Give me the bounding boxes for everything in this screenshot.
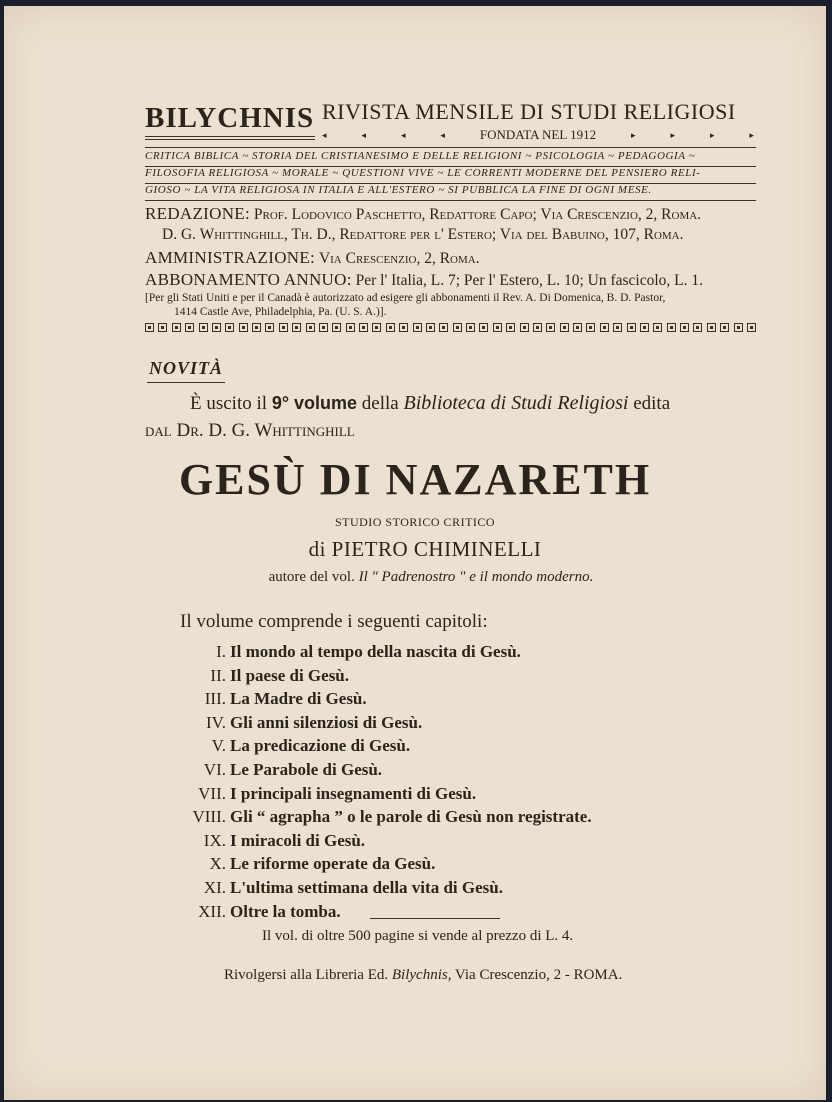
- book-subtitle: STUDIO STORICO CRITICO: [334, 515, 496, 529]
- abbonamento-line: [145, 270, 703, 290]
- redazione-text: Prof. Lodovico Paschetto, Redattore Capo; Via Crescenzio, 2, Roma.: [253, 206, 702, 223]
- chapter-title: Il paese di Gesù.: [230, 665, 350, 685]
- chapter-title: I principali insegnamenti di Gesù.: [230, 783, 477, 803]
- ornament-square: [172, 323, 181, 332]
- announcement-text: È uscito il: [190, 393, 272, 414]
- footer-text: Rivolgersi alla Libreria Ed.: [224, 967, 392, 983]
- ornament-square: [399, 323, 408, 332]
- chapter-number: X.: [209, 854, 226, 874]
- footer-address: Via Crescenzio, 2 - ROMA.: [451, 967, 623, 983]
- amministrazione-text: Via Crescenzio, 2, Roma.: [318, 250, 480, 267]
- arrow-left-icon: ◂: [322, 129, 327, 140]
- chapter-number: IV.: [206, 712, 226, 732]
- chapter-number: III.: [204, 689, 226, 709]
- ornament-square: [747, 323, 756, 332]
- author-note: [20, 569, 832, 586]
- chapter-title: Le Parabole di Gesù.: [230, 760, 383, 779]
- book-title: GESÙ DI NAZARETH: [178, 455, 652, 504]
- ornamental-border: [145, 323, 756, 335]
- abbonamento-text: Per l' Italia, L. 7; Per l' Estero, L. 10; Un fascicolo, L. 1.: [355, 272, 703, 289]
- ornament-square: [720, 323, 729, 332]
- footer-publisher: Bilychnis,: [391, 967, 452, 983]
- chapter-title: Gli anni silenziosi di Gesù.: [230, 712, 423, 732]
- ornament-square: [506, 323, 515, 332]
- abbonamento-note-1: [Per gli Stati Uniti e per il Canadà è autorizzato ad esigere gli abbonamenti il Rev. A. Di Domenica, B. D. Pastor,: [145, 292, 666, 304]
- ornament-square: [693, 323, 702, 332]
- ornament-square: [439, 323, 448, 332]
- chapter-number: II.: [210, 665, 226, 685]
- novita-underline: [147, 382, 225, 383]
- ornament-square: [252, 323, 261, 332]
- ornament-square: [640, 323, 649, 332]
- amministrazione-line: [145, 248, 480, 268]
- ornament-square: [225, 323, 234, 332]
- arrow-left-icon: ◂: [400, 129, 406, 140]
- list-end-rule: [370, 918, 500, 919]
- topics-rule-bottom: [145, 200, 756, 201]
- author-note-text: autore del vol.: [268, 569, 359, 585]
- ornament-square: [158, 323, 167, 332]
- chapter-number: V.: [211, 736, 226, 756]
- chapter-number: I.: [216, 642, 226, 661]
- ornament-square: [292, 323, 301, 332]
- book-author: di PIETRO CHIMINELLI: [308, 537, 542, 561]
- ornament-square: [413, 323, 422, 332]
- ornament-square: [359, 323, 368, 332]
- price-line: Il vol. di oltre 500 pagine si vende al prezzo di L. 4.: [262, 928, 574, 944]
- ornament-square: [185, 323, 194, 332]
- ornament-square: [453, 323, 462, 332]
- ornament-square: [627, 323, 636, 332]
- ornament-square: [319, 323, 328, 332]
- topics-rule-top: [145, 147, 756, 148]
- arrow-right-icon: ▸: [631, 129, 636, 140]
- ornament-square: [680, 323, 689, 332]
- chapter-title: Le riforme operate da Gesù.: [230, 854, 436, 874]
- ornament-square: [466, 323, 475, 332]
- chapter-title: Oltre la tomba.: [230, 901, 341, 921]
- ornament-square: [560, 323, 569, 332]
- chapter-title: La Madre di Gesù.: [230, 689, 367, 709]
- volume-number: 9° volume: [271, 393, 358, 413]
- ornament-square: [613, 323, 622, 332]
- ornament-square: [546, 323, 555, 332]
- topics-line-2: FILOSOFIA RELIGIOSA ~ MORALE ~ QUESTIONI VIVE ~ LE CORRENTI MODERNE DEL PENSIERO RELI-: [145, 167, 701, 179]
- ornament-square: [279, 323, 288, 332]
- arrow-left-icon: ◂: [440, 129, 445, 140]
- ornament-square: [734, 323, 743, 332]
- ornament-square: [533, 323, 542, 332]
- chapter-title: L'ultima settimana della vita di Gesù.: [230, 878, 503, 897]
- arrow-right-icon: ▸: [709, 129, 715, 140]
- page: [4, 6, 826, 1100]
- ornament-square: [332, 323, 341, 332]
- chapter-number: VI.: [203, 760, 226, 779]
- novita-heading: NOVITÀ: [149, 358, 224, 378]
- announcement-text: edita: [628, 393, 671, 414]
- ornament-square: [145, 323, 154, 332]
- ornament-square: [573, 323, 582, 332]
- chapter-number: XI.: [203, 878, 226, 897]
- topics-line-3: GIOSO ~ LA VITA RELIGIOSA IN ITALIA E ALL'ESTERO ~ SI PUBBLICA LA FINE DI OGNI MESE.: [145, 184, 652, 196]
- ornament-square: [199, 323, 208, 332]
- topics-line-1: CRITICA BIBLICA ~ STORIA DEL CRISTIANESIMO E DELLE RELIGIONI ~ PSICOLOGIA ~ PEDAGOGIA ~: [145, 150, 696, 162]
- chapter-title: Il mondo al tempo della nascita di Gesù.: [230, 642, 521, 661]
- ornament-square: [520, 323, 529, 332]
- ornament-square: [306, 323, 315, 332]
- ornament-square: [212, 323, 221, 332]
- ornament-square: [586, 323, 595, 332]
- ornament-square: [667, 323, 676, 332]
- ornament-square: [346, 323, 355, 332]
- announcement-line-1: [190, 392, 670, 415]
- chapter-title: La predicazione di Gesù.: [230, 736, 411, 756]
- chapter-number: VII.: [198, 783, 226, 803]
- ornament-square: [386, 323, 395, 332]
- chapters-intro: Il volume comprende i seguenti capitoli:: [180, 611, 488, 632]
- arrow-left-icon: ◂: [361, 129, 366, 140]
- amministrazione-label: AMMINISTRAZIONE:: [145, 248, 316, 267]
- abbonamento-note-2: 1414 Castle Ave, Philadelphia, Pa. (U. S. A.)].: [174, 306, 387, 318]
- chapter-number: VIII.: [192, 807, 226, 827]
- ornament-square: [707, 323, 716, 332]
- chapter-title: Gli “ agrapha ” o le parole di Gesù non registrate.: [230, 807, 592, 827]
- journal-title: BILYCHNIS: [145, 102, 315, 134]
- ornament-square: [479, 323, 488, 332]
- author-note-work: Il " Padrenostro " e il mondo moderno.: [358, 569, 594, 585]
- ornament-square: [600, 323, 609, 332]
- ornament-square: [426, 323, 435, 332]
- chapter-title: I miracoli di Gesù.: [230, 830, 366, 850]
- redazione-line-1: [145, 204, 701, 224]
- chapter-number: XII.: [198, 901, 226, 921]
- arrow-right-icon: ▸: [670, 129, 676, 140]
- footer-line: [224, 967, 622, 984]
- ornament-square: [239, 323, 248, 332]
- journal-subtitle: RIVISTA MENSILE DI STUDI RELIGIOSI: [322, 99, 736, 124]
- ornament-square: [265, 323, 274, 332]
- announcement-text: della: [357, 393, 404, 414]
- chapter-number: IX.: [203, 830, 226, 850]
- founded-row: [322, 127, 754, 143]
- ornament-square: [493, 323, 502, 332]
- redazione-label: REDAZIONE:: [145, 204, 250, 223]
- arrow-right-icon: ▸: [749, 129, 754, 140]
- abbonamento-label: ABBONAMENTO ANNUO:: [145, 270, 352, 289]
- series-name: Biblioteca di Studi Religiosi: [403, 392, 629, 414]
- ornament-square: [372, 323, 381, 332]
- redazione-line-2: D. G. Whittinghill, Th. D., Redattore per l' Estero; Via del Babuino, 107, Roma.: [162, 226, 684, 243]
- announcement-line-2: dal Dr. D. G. Whittinghill: [145, 420, 355, 441]
- title-underline: [145, 136, 315, 140]
- founded-text: FONDATA NEL 1912: [479, 127, 597, 142]
- ornament-square: [653, 323, 662, 332]
